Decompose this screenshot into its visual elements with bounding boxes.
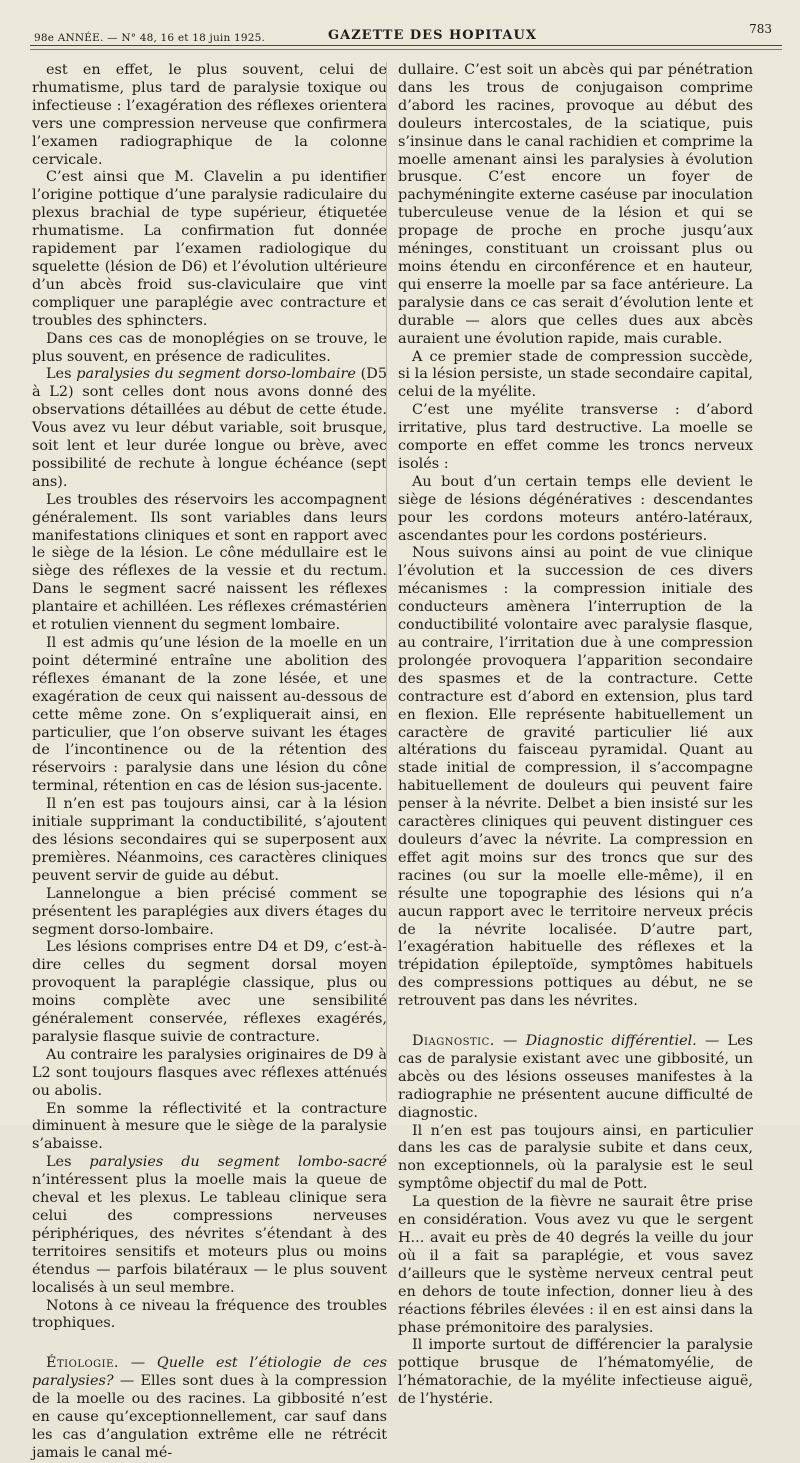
running-header (30, 22, 780, 44)
issue-info: 98e ANNÉE. — N° 48, 16 et 18 juin 1925. (34, 32, 266, 44)
paragraph-text: Lannelongue a bien précisé comment se présentent les paraplégies aux divers étages du segment dorso-lombaire. (32, 885, 387, 938)
paragraph-text: A ce premier stade de compression succède, si la lésion persiste, un stade secondaire capital, celui de la myélite. (398, 348, 753, 401)
paragraph (32, 366, 387, 491)
paragraph (32, 1101, 387, 1155)
paragraph (398, 1123, 753, 1195)
paragraph-text: (D5 à L2) sont celles dont nous avons donné des observations détaillées au début de cette étude. Vous avez vu leur début variable, soit brusque, soit lent et leur durée longue ou brève, avec possibilité de rechute à longue échéance (sept ans). (32, 366, 387, 490)
paragraph (398, 474, 753, 546)
paragraph-text: En somme la réflectivité et la contracture diminuent à mesure que le siège de la paralysie s’abaisse. (32, 1100, 387, 1153)
section-subheading: Quelle est l’étiologie de ces paralysies? (32, 1355, 387, 1390)
paragraph-text: Notons à ce niveau la fréquence des troubles trophiques. (32, 1297, 387, 1332)
paragraph-text: Dans ces cas de monoplégies on se trouve, le plus souvent, en présence de radiculites. (32, 330, 387, 365)
paragraph (32, 1298, 387, 1334)
paragraph (32, 939, 387, 1046)
paragraph (32, 886, 387, 940)
paragraph-text: Les (46, 366, 77, 383)
paragraph (32, 635, 387, 796)
section-subheading: paralysies du segment lombo-sacré (89, 1154, 387, 1171)
paragraph-text: dullaire. C’est soit un abcès qui par pénétration dans les trous de conjugaison comprime d’abord les racines, provoque au début des douleurs intercostales, de la sciatique, puis s’insinue dans le canal rachidien et comprime la moelle amenant ainsi les paralysies à évolution brusque. C’est encore un foyer de pachyméningite externe caséuse par inoculation tuberculeuse venue de la lésion et qui se propage de proche en proche jusqu’aux méninges, constituant un croissant plus ou moins étendu en circonférence et en hauteur, qui enserre la moelle par sa face antérieure. La paralysie dans ce cas serait d’évolution lente et durable — alors que celles dues aux abcès auraient une évolution rapide, mais curable. (398, 62, 753, 347)
paragraph-text: Il n’en est pas toujours ainsi, car à la lésion initiale supprimant la conductibilité, s’ajoutent des lésions secondaires qui se superposent aux premières. Néanmoins, ces caractères cliniques peuvent servir de guide au début. (32, 796, 387, 884)
paragraph-text: Il importe surtout de différencier la paralysie pottique brusque de l’hématomyélie, de l’hématorachie, de la myélite infectieuse aiguë, de l’hystérie. (398, 1337, 753, 1408)
section-subheading: paralysies du segment dorso-lombaire (76, 366, 356, 383)
paragraph (398, 1337, 753, 1409)
paragraph-text: La question de la fièvre ne saurait être prise en considération. Vous avez vu que le sergent H... avait eu près de 40 degrés la veille du jour où il a fait sa paraplégie, et vous savez d’ailleurs que le système nerveux central peut en dehors de toute infection, donner lieu à des réactions fébriles élevées : il en est ainsi dans la phase prémonitoire des paralysies. (398, 1194, 753, 1336)
paragraph (32, 331, 387, 367)
section-heading: Étiologie. (46, 1355, 119, 1372)
paragraph (32, 796, 387, 886)
paragraph-text: Au bout d’un certain temps elle devient le siège de lésions dégénératives : descendantes pour les cordons moteurs antéro-latéraux, ascendantes pour les cordons postérieurs. (398, 473, 753, 544)
paragraph-text: Les troubles des réservoirs les accompagnent généralement. Ils sont variables dans leurs manifestations cliniques et sont en rapport avec le siège de la lésion. Le cône médullaire est le siège des réflexes de la vessie et du rectum. Dans le segment sacré naissent les réflexes plantaire et achilléen. Les réflexes crémastérien et rotulien viennent du segment lombaire. (32, 491, 387, 634)
header-rule-secondary (30, 49, 782, 50)
paragraph (32, 62, 387, 169)
paragraph-text: — (118, 1355, 157, 1372)
paragraph-text: Il n’en est pas toujours ainsi, en particulier dans les cas de paralysie subite et dans ceux, non exceptionnels, où la paralysie est le seul symptôme objectif du mal de Pott. (398, 1122, 753, 1193)
paragraph-text: — Elles sont dues à la compression de la moelle ou des racines. La gibbosité n’est en cause qu’exceptionnellement, car sauf dans les cas d’angulation extrême elle ne rétrécit jamais le canal mé- (32, 1373, 387, 1461)
paragraph-text: Il est admis qu’une lésion de la moelle en un point déterminé entraîne une abolition des réflexes émanant de la zone lésée, et une exagération de ceux qui naissent au-dessous de cette même zone. On s’expliquerait ainsi, en particulier, que l’on observe suivant les étages de l’incontinence ou de la rétention des réservoirs : paralysie dans une lésion du cône terminal, rétention en cas de lésion sus-jacente. (32, 635, 387, 795)
paragraph (32, 1154, 387, 1297)
header-rule (30, 45, 782, 46)
column-divider (386, 62, 387, 1102)
paragraph-text: Les lésions comprises entre D4 et D9, c’est-à-dire celles du segment dorsal moyen provoquent la paraplégie classique, plus ou moins complète avec une sensibilité généralement conservée, réflexes exagérés, paralysie flasque suivie de contracture. (32, 939, 387, 1045)
paragraph-text: n’intéressent plus la moelle mais la queue de cheval et les plexus. Le tableau clinique sera celui des compressions nerveuses périphériques, des névrites s’étendant à des territoires sensitifs et moteurs plus ou moins étendus — parfois bilatéraux — le plus souvent localisés à un seul membre. (32, 1172, 387, 1296)
paragraph-text: Au contraire les paralysies originaires de D9 à L2 sont toujours flasques avec réflexes atténués ou abolis. (32, 1046, 387, 1099)
paragraph (398, 349, 753, 403)
journal-title: GAZETTE DES HOPITAUX (328, 28, 537, 43)
paragraph (398, 545, 753, 1011)
page-number: 783 (749, 22, 772, 36)
paragraph (398, 1194, 753, 1337)
paragraph-text: est en effet, le plus souvent, celui de rhumatisme, plus tard de paralysie toxique ou infectieuse : l’exagération des réflexes orientera vers une compression nerveuse que confirmera l’examen radiographique de la colonne cervicale. (32, 62, 387, 168)
section-subheading: Diagnostic différentiel. (525, 1033, 697, 1050)
paragraph-text: — Les cas de paralysie existant avec une gibbosité, un abcès ou des lésions osseuses manifestes à la radiographie ne présentent aucune difficulté de diagnostic. (398, 1033, 753, 1121)
paragraph (398, 402, 753, 474)
paragraph (32, 1047, 387, 1101)
paragraph (32, 492, 387, 635)
paragraph-text: Les (46, 1154, 90, 1171)
paragraph-text: Nous suivons ainsi au point de vue clinique l’évolution et la succession de ces divers mécanismes : la compression initiale des conducteurs amènera l’interruption de la conductibilité volontaire avec paralysie flasque, au contraire, l’irritation due à une compression prolongée provoquera l’apparition secondaire des spasmes et de la contracture. Cette contracture est d’abord en extension, plus tard en flexion. Elle représente habituellement un caractère de gravité particulier lié aux altérations du faisceau pyramidal. Quant au stade initial de compression, il s’accompagne habituellement de douleurs qui peuvent faire penser à la névrite. Delbet a bien insisté sur les caractères cliniques qui peuvent distinguer ces douleurs d’avec la névrite. La compression en effet agit moins sur des troncs que sur des racines (ou sur la moelle elle-même), il en résulte une topographie des lésions qui n’a aucun rapport avec le territoire nerveux précis de la névrite localisée. D’autre part, l’exagération habituelle des réflexes et la trépidation épileptoïde, symptômes habituels des compressions pottiques au début, ne se retrouvent pas dans les névrites. (398, 545, 753, 1010)
paragraph (32, 169, 387, 330)
section-heading: Diagnostic. (412, 1033, 495, 1050)
left-column (32, 62, 387, 1461)
paragraph-text: — (494, 1033, 526, 1050)
paragraph (32, 1355, 387, 1462)
right-column (398, 62, 753, 1408)
paragraph (398, 1033, 753, 1123)
paragraph (398, 62, 753, 349)
paragraph-text: C’est ainsi que M. Clavelin a pu identifier l’origine pottique d’une paralysie radiculaire du plexus brachial de type supérieur, étiquetée rhumatisme. La confirmation fut donnée rapidement par l’examen radiologique du squelette (lésion de D6) et l’évolution ultérieure d’un abcès froid sus-claviculaire que vint compliquer une paraplégie avec contracture et troubles des sphincters. (32, 169, 387, 329)
paragraph-text: C’est une myélite transverse : d’abord irritative, plus tard destructive. La moelle se comporte en effet comme les troncs nerveux isolés : (398, 402, 753, 472)
